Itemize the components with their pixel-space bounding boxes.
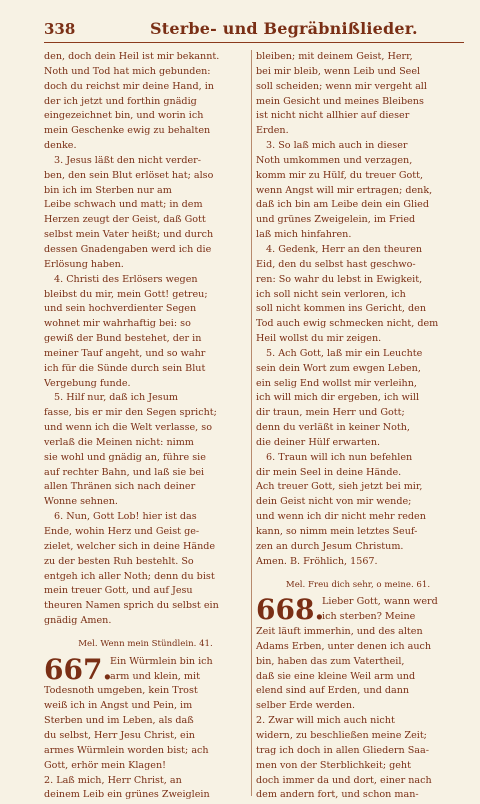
verse-line: Amen. B. Fröhlich, 1567.: [256, 555, 378, 567]
hymn-line: trag ich doch in allen Gliedern Saa-: [256, 744, 429, 756]
verse-line: zen an durch Jesum Christum.: [256, 540, 404, 552]
verse-5: [44, 391, 247, 510]
verse-line: bin ich im Sterben nur am: [44, 184, 172, 196]
continued-hymn-text: [44, 50, 247, 154]
text-line: mein Geschenke ewig zu behalten: [44, 125, 211, 137]
verse-3: [44, 154, 247, 273]
verse-4: [256, 243, 460, 347]
hymn-line: elend sind auf Erden, und dann: [256, 685, 410, 697]
hymn-line: Gott, erhör mein Klagen!: [44, 759, 166, 771]
hymn-line: men von der Sterblichkeit; geht: [256, 759, 411, 771]
hymn-number: 668.: [256, 593, 325, 627]
text-line: den, doch dein Heil ist mir bekannt.: [44, 51, 220, 62]
verse-line: Ach treuer Gott, sieh jetzt bei mir,: [256, 481, 423, 493]
verse-line: entgeh ich aller Noth; denn du bist: [44, 570, 215, 582]
verse-line: gewiß der Bund bestehet, der in: [44, 333, 202, 345]
verse-line: 5. Ach Gott, laß mir ein Leuchte: [266, 347, 423, 359]
text-line: Noth und Tod hat mich gebunden:: [44, 65, 211, 77]
verse-line: laß mich hinfahren.: [256, 229, 352, 241]
verse-line: 3. So laß mich auch in dieser: [266, 140, 408, 152]
verse-line: 4. Gedenk, Herr an den theuren: [266, 243, 423, 255]
verse-line: bleibst du mir, mein Gott! getreu;: [44, 288, 208, 300]
verse-line: sie wohl und gnädig an, führe sie: [44, 451, 206, 463]
hymn-body: [256, 625, 460, 803]
hymn-body: [44, 684, 247, 803]
verse-line: Noth umkommen und verzagen,: [256, 154, 413, 166]
hymn-line: deinem Leib ein grünes Zweiglein: [44, 789, 210, 801]
verse-line: kann, so nimm mein letztes Seuf-: [256, 526, 418, 537]
verse-line: ren: So wahr du lebst in Ewigkeit,: [256, 273, 423, 285]
column-divider: [251, 50, 252, 796]
running-header: [44, 18, 464, 43]
hymn-line: 2. Laß mich, Herr Christ, an: [44, 774, 182, 786]
hymn-block: [256, 595, 460, 803]
hymn-line: Zeit läuft immerhin, und des alten: [256, 626, 423, 638]
verse-line: 6. Traun will ich nun befehlen: [266, 451, 413, 463]
verse-line: dessen Gnadengaben werd ich die: [44, 243, 212, 255]
running-title: Sterbe- und Begräbnißlieder.: [150, 19, 418, 38]
verse-line: ein selig End wollst mir verleihn,: [256, 377, 417, 389]
text-line: bei mir bleib, wenn Leib und Seel: [256, 65, 421, 77]
hymn-line: Todesnoth umgeben, kein Trost: [44, 685, 198, 697]
hymn-line: Ein Würmlein bin ich: [110, 655, 213, 667]
verse-line: gnädig Amen.: [44, 615, 112, 627]
verse-line: Tod auch ewig schmecken nicht, dem: [256, 318, 439, 330]
hymn-line: ich sterben? Meine: [322, 611, 416, 623]
verse-line: Herzen zeugt der Geist, daß Gott: [44, 214, 206, 226]
verse-3: [256, 139, 460, 243]
verse-line: die deiner Hülf erwarten.: [256, 436, 381, 448]
verse-line: 6. Nun, Gott Lob! hier ist das: [54, 511, 197, 523]
verse-line: Vergebung funde.: [44, 377, 131, 389]
text-line: mein Gesicht und meines Bleibens: [256, 95, 424, 107]
left-column: [44, 50, 247, 803]
verse-line: und wenn ich dir nicht mehr reden: [256, 511, 426, 523]
text-line: der ich jetzt und forthin gnädig: [44, 95, 197, 107]
hymn-line: dem andern fort, und schon man-: [256, 789, 419, 801]
text-line: denke.: [44, 140, 77, 152]
verse-line: verlaß die Meinen nicht: nimm: [44, 436, 194, 448]
hymn-line: 2. Zwar will mich auch nicht: [256, 715, 395, 727]
verse-line: Heil wollst du mir zeigen.: [256, 333, 382, 345]
text-line: bleiben; mit deinem Geist, Herr,: [256, 51, 413, 62]
verse-line: komm mir zu Hülf, du treuer Gott,: [256, 169, 424, 181]
verse-line: wenn Angst will mir ertragen; denk,: [256, 184, 433, 196]
hymn-line: selber Erde werden.: [256, 700, 356, 712]
verse-line: wohnet mir wahrhaftig bei: so: [44, 318, 191, 330]
verse-line: fasse, bis er mir den Segen spricht;: [44, 407, 217, 419]
text-line: Erden.: [256, 125, 289, 137]
verse-line: dir mein Seel in deine Hände.: [256, 466, 402, 478]
text-line: eingezeichnet bin, und worin ich: [44, 110, 204, 122]
verse-line: 5. Hilf nur, daß ich Jesum: [54, 392, 179, 404]
hymn-block: [44, 652, 247, 803]
hymn-line: Lieber Gott, wann werd: [322, 596, 438, 608]
verse-line: zu der besten Ruh bestehlt. So: [44, 555, 194, 567]
verse-6: [256, 451, 460, 570]
verse-line: dir traun, mein Herr und Gott;: [256, 407, 405, 419]
verse-line: Eid, den du selbst hast geschwo-: [256, 258, 416, 270]
hymn-line: du selbst, Herr Jesu Christ, ein: [44, 729, 195, 741]
verse-line: allen Thränen sich nach deiner: [44, 481, 196, 493]
verse-line: meiner Tauf angeht, und so wahr: [44, 347, 206, 359]
verse-line: und sein hochverdienter Segen: [44, 303, 197, 315]
verse-line: soll nicht kommen ins Gericht, den: [256, 303, 426, 315]
verse-line: denn du verläßt in keiner Noth,: [256, 422, 410, 434]
verse-line: Erlösung haben.: [44, 258, 124, 270]
verse-line: sein dein Wort zum ewgen Leben,: [256, 362, 421, 374]
verse-4: [44, 273, 247, 392]
verse-line: Wonne sehnen.: [44, 496, 118, 508]
hymn-line: Sterben und im Leben, als daß: [44, 715, 194, 727]
verse-line: Leibe schwach und matt; in dem: [44, 199, 203, 211]
verse-line: Ende, wohin Herz und Geist ge-: [44, 526, 200, 537]
melody-reference: Mel. Wenn mein Stündlein. 41.: [78, 638, 213, 649]
hymn-line: arm und klein, mit: [110, 670, 200, 682]
verse-line: ben, den sein Blut erlöset hat; also: [44, 169, 214, 181]
melody-reference: Mel. Freu dich sehr, o meine. 61.: [285, 579, 431, 590]
hymn-line: daß sie eine kleine Weil arm und: [256, 670, 416, 682]
verse-line: ich soll nicht sein verloren, ich: [256, 288, 406, 300]
verse-line: theuren Namen sprich du selbst ein: [44, 600, 219, 612]
hymn-line: bin, haben das zum Vatertheil,: [256, 655, 405, 667]
hymn-line: doch immer da und dort, einer nach: [256, 774, 432, 786]
verse-line: und wenn ich die Welt verlasse, so: [44, 422, 212, 434]
verse-line: ich für die Sünde durch sein Blut: [44, 362, 206, 374]
hymn-line: weiß ich in Angst und Pein, im: [44, 700, 193, 712]
text-line: doch du reichst mir deine Hand, in: [44, 80, 214, 92]
verse-line: 4. Christi des Erlösers wegen: [54, 273, 198, 285]
verse-line: selbst mein Vater heißt; und durch: [44, 229, 214, 241]
text-line: ist nicht nicht allhier auf dieser: [256, 110, 410, 122]
verse-line: daß ich bin am Leibe dein ein Glied: [256, 199, 429, 211]
verse-6: [44, 510, 247, 629]
verse-line: mein treuer Gott, und auf Jesu: [44, 585, 193, 597]
verse-line: dein Geist nicht von mir wende;: [256, 496, 412, 508]
hymn-line: Adams Erben, unter denen ich auch: [256, 640, 432, 652]
hymn-line: widern, zu beschließen meine Zeit;: [256, 729, 427, 741]
verse-line: und grünes Zweigelein, im Fried: [256, 214, 416, 226]
verse-line: auf rechter Bahn, und laß sie bei: [44, 466, 205, 478]
verse-line: ich will mich dir ergeben, ich will: [256, 392, 420, 404]
text-line: soll scheiden; wenn mir vergeht all: [256, 80, 427, 92]
verse-line: 3. Jesus läßt den nicht verder-: [54, 154, 201, 166]
page-number: 338: [44, 20, 76, 38]
continued-hymn-text: [256, 50, 460, 139]
verse-line: zielet, welcher sich in deine Hände: [44, 540, 216, 552]
right-column: [256, 50, 460, 803]
verse-5: [256, 347, 460, 451]
hymn-line: armes Würmlein worden bist; ach: [44, 744, 209, 756]
hymn-number: 667.: [44, 652, 113, 686]
